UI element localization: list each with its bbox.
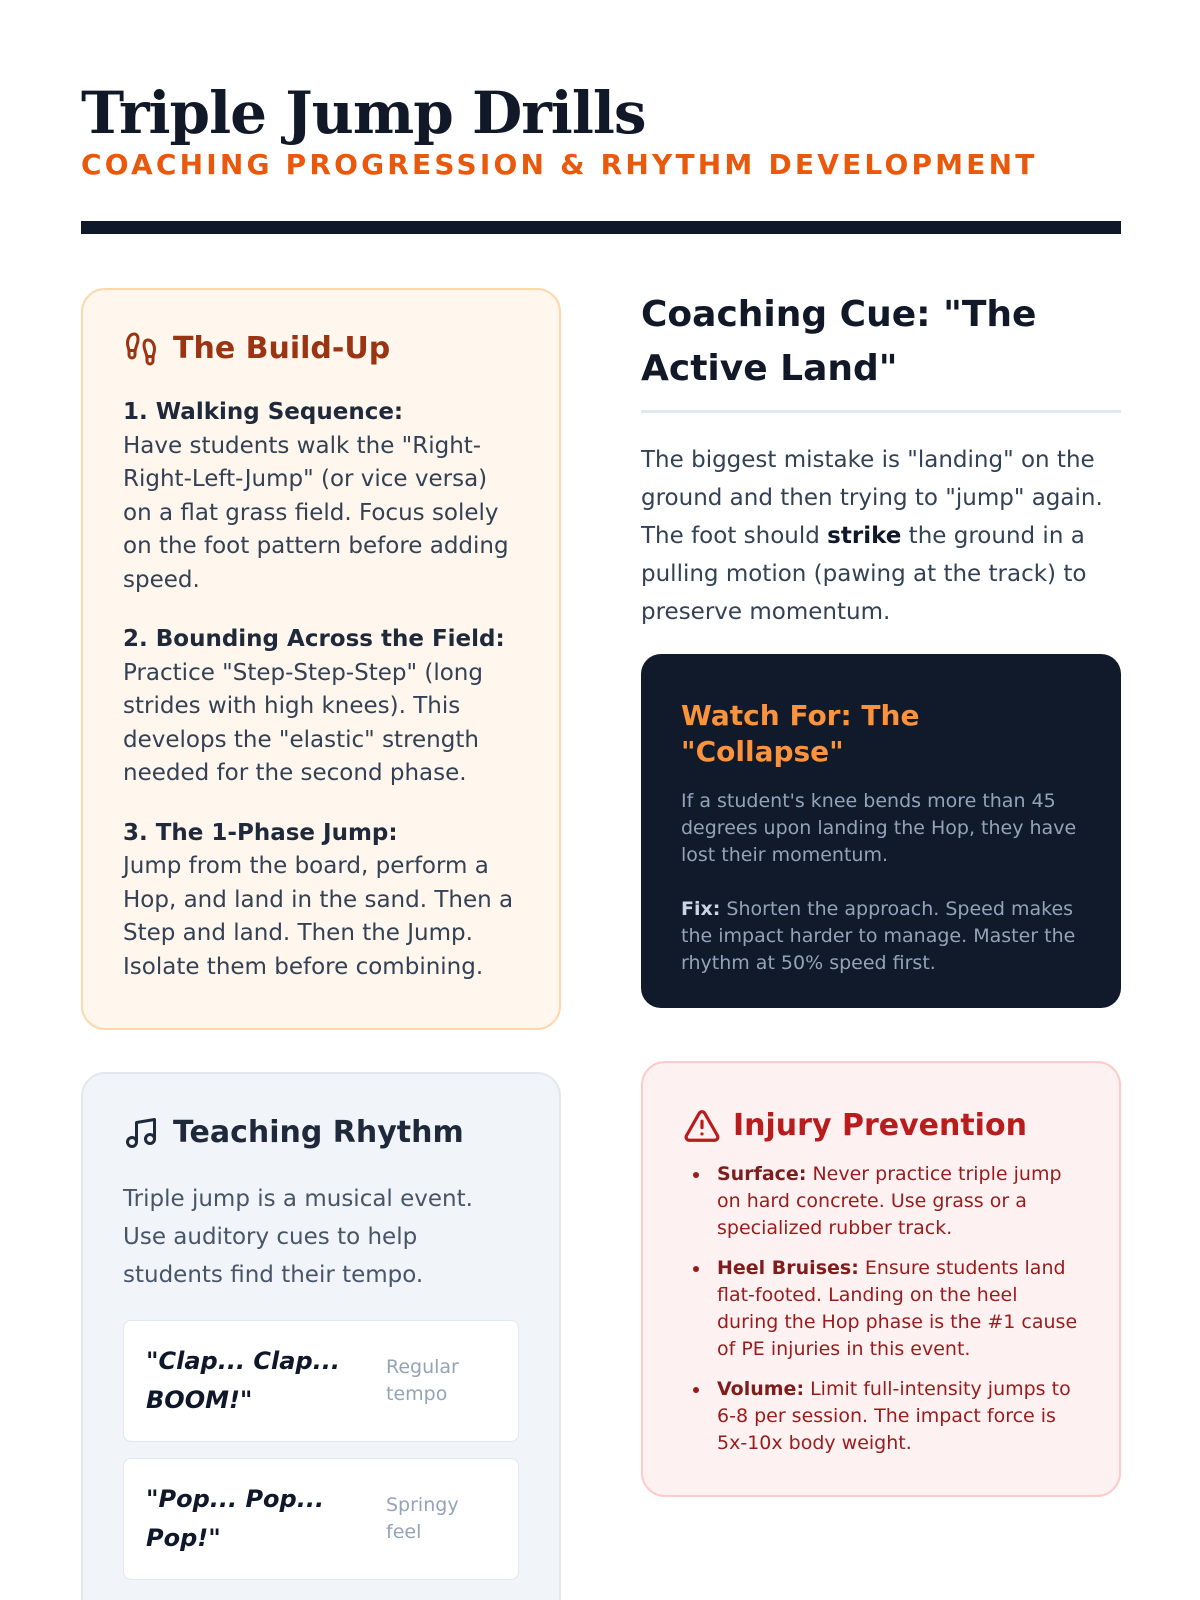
watch-for-title: Watch For: The "Collapse" — [681, 699, 920, 768]
injury-prevention-card — [641, 1061, 1121, 1497]
injury-item-label: Heel Bruises: — [717, 1257, 859, 1279]
warning-triangle-icon — [683, 1107, 721, 1145]
footprints-icon — [123, 331, 159, 367]
injury-list — [683, 1161, 1079, 1457]
injury-title: Injury Prevention — [733, 1108, 1027, 1143]
page-header — [81, 78, 1121, 182]
rhythm-cue-phrase: "Pop... Pop... Pop!" — [146, 1485, 325, 1552]
header-divider — [81, 221, 1121, 234]
page-title: Triple Jump Drills — [81, 79, 646, 147]
step-text: Practice "Step-Step-Step" (long strides with high knees). This develops the "elastic" strength needed for the second phase. — [123, 659, 483, 786]
rhythm-cue-list — [123, 1320, 519, 1580]
rhythm-cue — [123, 1320, 519, 1442]
coaching-cue-divider — [641, 410, 1121, 413]
teaching-rhythm-card — [81, 1072, 561, 1600]
build-up-card — [81, 288, 561, 1030]
build-up-steps — [123, 396, 519, 984]
injury-item-text: Limit full-intensity jumps to 6-8 per session. The impact force is 5x-10x body weight. — [717, 1378, 1071, 1454]
coaching-cue-section — [641, 288, 1121, 631]
cue-text-before: The biggest mistake is "landing" on the ground and then trying to "jump" again. The foot should — [641, 447, 1103, 549]
injury-item — [683, 1255, 1079, 1363]
rhythm-header — [123, 1114, 519, 1152]
build-up-header — [123, 330, 519, 368]
injury-item-label: Surface: — [717, 1163, 807, 1185]
step-text: Jump from the board, perform a Hop, and land in the sand. Then a Step and land. Then the Jump. Isolate them before combining. — [123, 853, 514, 980]
injury-item-label: Volume: — [717, 1378, 805, 1400]
cue-text-emphasis: strike — [827, 523, 902, 549]
watch-for-card — [641, 654, 1121, 1008]
injury-item-text: Ensure students land flat-footed. Landing on the heel during the Hop phase is the #1 cause of PE injuries in this event. — [717, 1257, 1078, 1360]
injury-item — [683, 1161, 1079, 1242]
build-up-step — [123, 817, 519, 985]
build-up-step — [123, 623, 519, 791]
watch-for-text: If a student's knee bends more than 45 degrees upon landing the Hop, they have lost their momentum. — [681, 790, 1077, 866]
step-heading: 1. Walking Sequence: — [123, 399, 404, 425]
rhythm-title: Teaching Rhythm — [173, 1115, 464, 1150]
step-heading: 2. Bounding Across the Field: — [123, 626, 505, 652]
rhythm-text: Triple jump is a musical event. Use auditory cues to help students find their tempo. — [123, 1186, 473, 1288]
injury-header — [683, 1107, 1079, 1145]
cue-text-after: the ground in a pulling motion (pawing at the track) to preserve momentum. — [641, 523, 1087, 625]
coaching-cue-title: Coaching Cue: "The Active Land" — [641, 294, 1037, 389]
watch-for-fix — [681, 896, 1081, 977]
step-text: Have students walk the "Right-Right-Left-Jump" (or vice versa) on a flat grass field. Focus solely on the foot pattern before adding speed. — [123, 432, 509, 593]
fix-text: Shorten the approach. Speed makes the impact harder to manage. Master the rhythm at 50% speed first. — [681, 898, 1076, 974]
fix-label: Fix: — [681, 898, 721, 920]
build-up-title: The Build-Up — [173, 331, 391, 366]
step-heading: 3. The 1-Phase Jump: — [123, 819, 398, 846]
rhythm-cue — [123, 1458, 519, 1580]
coaching-cue-text — [641, 441, 1121, 631]
build-up-step — [123, 396, 519, 597]
page-subtitle: COACHING PROGRESSION & RHYTHM DEVELOPMENT — [81, 148, 1038, 181]
rhythm-cue-note: Regular tempo — [386, 1356, 459, 1405]
injury-item-text: Never practice triple jump on hard concrete. Use grass or a specialized rubber track. — [717, 1163, 1062, 1239]
injury-item — [683, 1376, 1079, 1457]
rhythm-cue-phrase: "Clap... Clap... BOOM!" — [146, 1347, 340, 1414]
music-note-icon — [123, 1115, 159, 1151]
rhythm-cue-note: Springy feel — [386, 1494, 459, 1543]
